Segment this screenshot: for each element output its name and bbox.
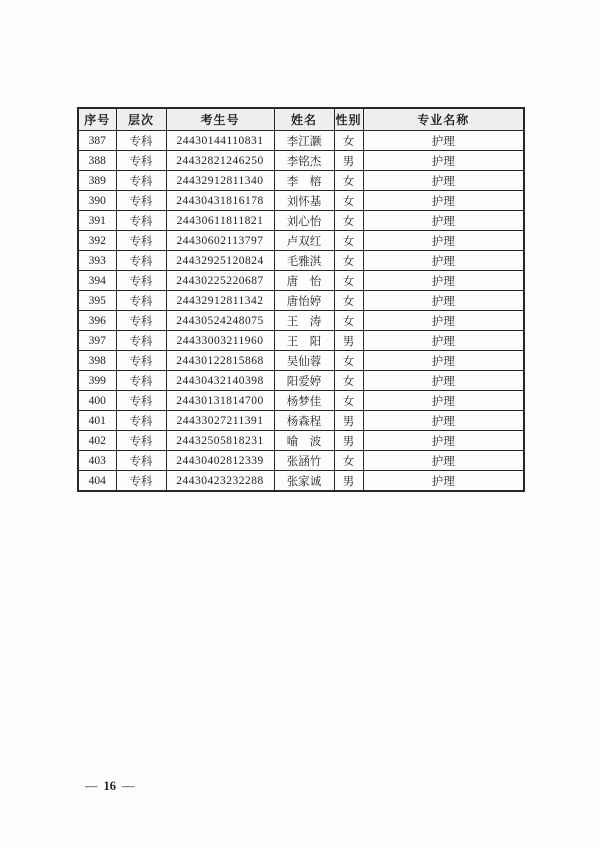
header-cell-name: 姓名 — [274, 108, 334, 131]
cell-level: 专科 — [116, 131, 166, 151]
cell-level: 专科 — [116, 191, 166, 211]
cell-serial: 401 — [78, 411, 116, 431]
table-row — [78, 131, 524, 151]
roster-table — [77, 107, 525, 492]
cell-serial: 392 — [78, 231, 116, 251]
cell-serial: 400 — [78, 391, 116, 411]
cell-major: 护理 — [363, 291, 524, 311]
table-row — [78, 311, 524, 331]
cell-level: 专科 — [116, 391, 166, 411]
cell-exam-no: 24432821246250 — [166, 151, 274, 171]
footer-right-dash: — — [122, 779, 135, 793]
header-cell-serial: 序号 — [78, 108, 116, 131]
cell-gender: 女 — [334, 371, 363, 391]
cell-major: 护理 — [363, 251, 524, 271]
cell-name: 张家诚 — [274, 471, 334, 492]
cell-level: 专科 — [116, 311, 166, 331]
page-number: 16 — [103, 779, 116, 793]
cell-level: 专科 — [116, 351, 166, 371]
header-cell-gender: 性别 — [334, 108, 363, 131]
cell-gender: 女 — [334, 311, 363, 331]
roster-table-container — [77, 107, 525, 492]
table-row — [78, 411, 524, 431]
cell-gender: 女 — [334, 131, 363, 151]
cell-exam-no: 24432912811340 — [166, 171, 274, 191]
table-row — [78, 151, 524, 171]
cell-exam-no: 24430144110831 — [166, 131, 274, 151]
cell-name: 杨森程 — [274, 411, 334, 431]
table-row — [78, 171, 524, 191]
cell-major: 护理 — [363, 391, 524, 411]
cell-exam-no: 24430611811821 — [166, 211, 274, 231]
cell-gender: 女 — [334, 191, 363, 211]
cell-level: 专科 — [116, 251, 166, 271]
cell-major: 护理 — [363, 411, 524, 431]
cell-gender: 男 — [334, 331, 363, 351]
cell-gender: 男 — [334, 151, 363, 171]
cell-serial: 399 — [78, 371, 116, 391]
cell-major: 护理 — [363, 451, 524, 471]
cell-major: 护理 — [363, 231, 524, 251]
cell-exam-no: 24430225220687 — [166, 271, 274, 291]
cell-level: 专科 — [116, 271, 166, 291]
cell-major: 护理 — [363, 171, 524, 191]
cell-level: 专科 — [116, 211, 166, 231]
cell-gender: 女 — [334, 271, 363, 291]
cell-major: 护理 — [363, 351, 524, 371]
cell-level: 专科 — [116, 371, 166, 391]
cell-level: 专科 — [116, 231, 166, 251]
cell-exam-no: 24430402812339 — [166, 451, 274, 471]
cell-gender: 男 — [334, 411, 363, 431]
table-row — [78, 191, 524, 211]
cell-name: 唐怡婷 — [274, 291, 334, 311]
cell-level: 专科 — [116, 331, 166, 351]
cell-serial: 388 — [78, 151, 116, 171]
header-cell-exam-no: 考生号 — [166, 108, 274, 131]
cell-exam-no: 24433003211960 — [166, 331, 274, 351]
cell-major: 护理 — [363, 431, 524, 451]
cell-gender: 女 — [334, 391, 363, 411]
table-row — [78, 451, 524, 471]
table-header-row — [78, 108, 524, 131]
table-row — [78, 431, 524, 451]
cell-exam-no: 24432912811342 — [166, 291, 274, 311]
cell-major: 护理 — [363, 211, 524, 231]
cell-exam-no: 24430602113797 — [166, 231, 274, 251]
cell-name: 毛雅淇 — [274, 251, 334, 271]
cell-exam-no: 24430431816178 — [166, 191, 274, 211]
cell-exam-no: 24430423232288 — [166, 471, 274, 492]
cell-major: 护理 — [363, 191, 524, 211]
cell-exam-no: 24430524248075 — [166, 311, 274, 331]
cell-serial: 398 — [78, 351, 116, 371]
cell-name: 李 榕 — [274, 171, 334, 191]
cell-gender: 女 — [334, 251, 363, 271]
cell-exam-no: 24430131814700 — [166, 391, 274, 411]
cell-name: 吴仙蓉 — [274, 351, 334, 371]
cell-name: 喻 波 — [274, 431, 334, 451]
table-row — [78, 471, 524, 492]
cell-name: 王 涛 — [274, 311, 334, 331]
cell-serial: 393 — [78, 251, 116, 271]
table-row — [78, 291, 524, 311]
cell-major: 护理 — [363, 471, 524, 492]
cell-exam-no: 24432925120824 — [166, 251, 274, 271]
cell-gender: 女 — [334, 351, 363, 371]
cell-name: 刘怀基 — [274, 191, 334, 211]
header-cell-level: 层次 — [116, 108, 166, 131]
cell-name: 李铭杰 — [274, 151, 334, 171]
cell-serial: 403 — [78, 451, 116, 471]
table-row — [78, 211, 524, 231]
page-footer — [85, 779, 135, 794]
table-row — [78, 371, 524, 391]
cell-gender: 女 — [334, 451, 363, 471]
table-row — [78, 251, 524, 271]
cell-gender: 男 — [334, 471, 363, 492]
cell-name: 李江灏 — [274, 131, 334, 151]
cell-serial: 390 — [78, 191, 116, 211]
cell-name: 张涵竹 — [274, 451, 334, 471]
table-row — [78, 391, 524, 411]
cell-serial: 395 — [78, 291, 116, 311]
cell-major: 护理 — [363, 271, 524, 291]
cell-name: 卢双红 — [274, 231, 334, 251]
cell-serial: 396 — [78, 311, 116, 331]
cell-exam-no: 24433027211391 — [166, 411, 274, 431]
cell-major: 护理 — [363, 131, 524, 151]
cell-major: 护理 — [363, 311, 524, 331]
cell-gender: 女 — [334, 211, 363, 231]
cell-level: 专科 — [116, 151, 166, 171]
cell-serial: 394 — [78, 271, 116, 291]
cell-serial: 391 — [78, 211, 116, 231]
table-row — [78, 231, 524, 251]
cell-name: 王 阳 — [274, 331, 334, 351]
cell-major: 护理 — [363, 371, 524, 391]
cell-exam-no: 24432505818231 — [166, 431, 274, 451]
cell-level: 专科 — [116, 411, 166, 431]
cell-exam-no: 24430122815868 — [166, 351, 274, 371]
cell-gender: 男 — [334, 431, 363, 451]
table-body — [78, 131, 524, 492]
cell-serial: 387 — [78, 131, 116, 151]
cell-level: 专科 — [116, 471, 166, 492]
table-row — [78, 351, 524, 371]
table-row — [78, 331, 524, 351]
cell-level: 专科 — [116, 431, 166, 451]
cell-serial: 404 — [78, 471, 116, 492]
footer-left-dash: — — [85, 779, 98, 793]
cell-serial: 397 — [78, 331, 116, 351]
cell-serial: 389 — [78, 171, 116, 191]
cell-gender: 女 — [334, 171, 363, 191]
cell-name: 刘心怡 — [274, 211, 334, 231]
cell-major: 护理 — [363, 331, 524, 351]
cell-gender: 女 — [334, 231, 363, 251]
cell-level: 专科 — [116, 291, 166, 311]
cell-name: 唐 怡 — [274, 271, 334, 291]
cell-name: 阳爱婷 — [274, 371, 334, 391]
cell-serial: 402 — [78, 431, 116, 451]
table-row — [78, 271, 524, 291]
header-cell-major: 专业名称 — [363, 108, 524, 131]
cell-major: 护理 — [363, 151, 524, 171]
cell-level: 专科 — [116, 451, 166, 471]
cell-name: 杨梦佳 — [274, 391, 334, 411]
cell-gender: 女 — [334, 291, 363, 311]
cell-exam-no: 24430432140398 — [166, 371, 274, 391]
cell-level: 专科 — [116, 171, 166, 191]
